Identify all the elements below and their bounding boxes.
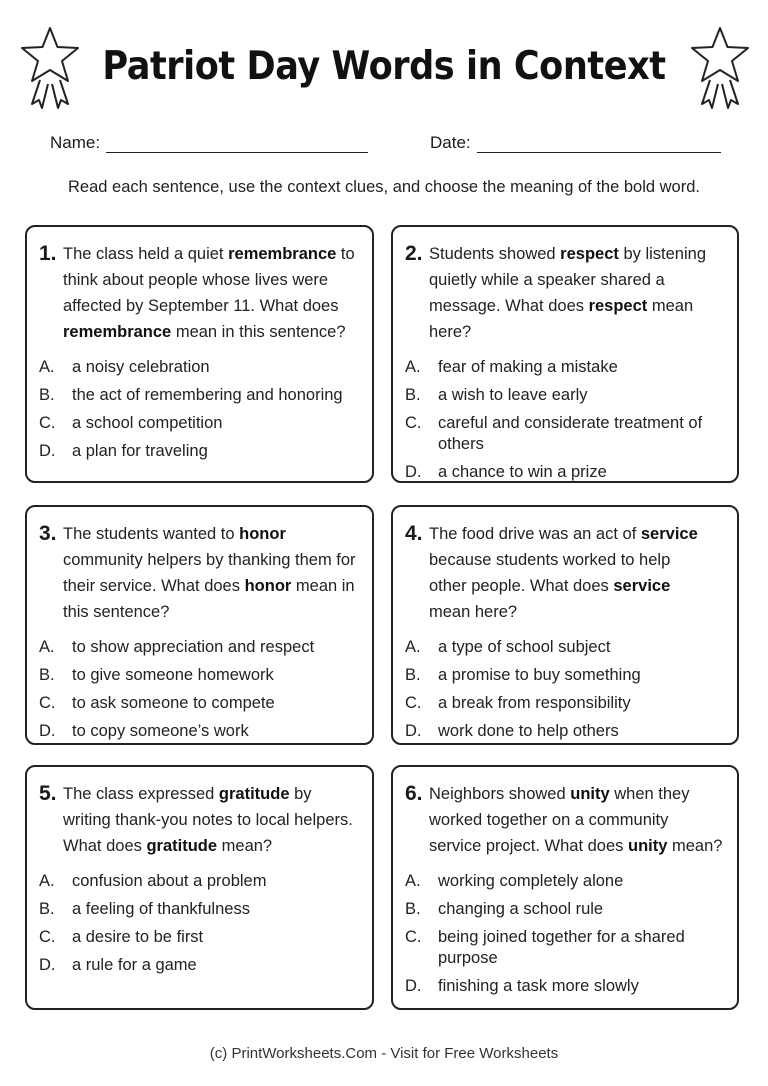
answer-options: [39, 637, 360, 742]
option-letter: C.: [405, 414, 422, 432]
option-letter: A.: [405, 358, 421, 376]
question-card-5: [25, 765, 374, 1010]
vocabulary-word: remembrance: [228, 245, 337, 263]
option-letter: A.: [405, 872, 421, 890]
question-text-part: mean in this sentence?: [63, 577, 355, 621]
vocabulary-word: gratitude: [218, 785, 290, 803]
option-text: a desire to be first: [72, 928, 204, 946]
question-number: 3.: [39, 522, 57, 545]
option-text: a rule for a game: [72, 956, 197, 974]
name-field[interactable]: [50, 133, 368, 153]
vocabulary-word: honor: [244, 577, 292, 595]
answer-options: [405, 357, 725, 483]
answer-option[interactable]: [405, 927, 725, 969]
option-letter: A.: [39, 358, 55, 376]
question-number: 2.: [405, 242, 423, 265]
question-text: [63, 781, 360, 859]
question-text-part: to think about people whose lives were affected by September 11. What does: [63, 245, 355, 315]
answer-option[interactable]: [405, 721, 725, 742]
option-letter: D.: [39, 956, 56, 974]
answer-options: [39, 357, 360, 462]
vocabulary-word: respect: [588, 297, 648, 315]
question-text-part: because students worked to help other people. What does: [429, 551, 671, 595]
option-letter: C.: [405, 694, 422, 712]
option-text: working completely alone: [438, 872, 624, 890]
option-text: a break from responsibility: [438, 694, 631, 712]
option-text: work done to help others: [438, 722, 619, 740]
vocabulary-word: honor: [239, 525, 286, 543]
option-letter: B.: [39, 386, 55, 404]
vocabulary-word: service: [613, 577, 671, 595]
option-text: a chance to win a prize: [438, 463, 607, 481]
question-text-part: Neighbors showed: [429, 785, 571, 803]
question-text: [63, 241, 359, 345]
vocabulary-word: unity: [628, 837, 668, 855]
option-text: careful and considerate treatment of others: [438, 414, 703, 453]
option-text: finishing a task more slowly: [438, 977, 639, 995]
question-header: [405, 521, 725, 625]
option-letter: C.: [39, 414, 56, 432]
answer-options: [405, 871, 725, 997]
instructions: Read each sentence, use the context clues, and choose the meaning of the bold word.: [67, 178, 700, 196]
question-text: [429, 521, 709, 625]
answer-option[interactable]: [39, 871, 360, 892]
option-text: a type of school subject: [438, 638, 611, 656]
question-number: 6.: [405, 782, 423, 805]
option-text: a feeling of thankfulness: [72, 900, 250, 918]
option-letter: D.: [39, 722, 56, 740]
question-text-part: community helpers by thanking them for their service. What does: [63, 551, 356, 595]
question-text-part: Students showed: [429, 245, 561, 263]
answer-option[interactable]: [39, 899, 360, 920]
question-header: [39, 781, 360, 859]
answer-option[interactable]: [39, 441, 360, 462]
option-text: a school competition: [72, 414, 223, 432]
question-text-part: mean?: [217, 837, 273, 855]
answer-options: [39, 871, 360, 976]
answer-option[interactable]: [405, 413, 725, 455]
answer-options: [405, 637, 725, 742]
question-text-part: mean here?: [429, 297, 694, 341]
question-card-4: [391, 505, 739, 745]
answer-option[interactable]: [39, 927, 360, 948]
option-text: being joined together for a shared purpose: [438, 928, 685, 967]
option-text: a plan for traveling: [72, 442, 208, 460]
page-title: Patriot Day Words in Context: [102, 44, 666, 89]
option-letter: C.: [39, 928, 56, 946]
question-header: [39, 241, 360, 345]
question-text-part: mean here?: [429, 603, 518, 621]
question-text-part: by writing thank-you notes to local helpers. What does: [63, 785, 353, 855]
question-text-part: The students wanted to: [63, 525, 240, 543]
option-text: changing a school rule: [438, 900, 604, 918]
option-text: a wish to leave early: [438, 386, 588, 404]
answer-option[interactable]: [405, 899, 725, 920]
option-letter: B.: [405, 666, 421, 684]
question-card-6: [391, 765, 739, 1010]
option-letter: A.: [39, 872, 55, 890]
vocabulary-word: remembrance: [63, 323, 172, 341]
footer: (c) PrintWorksheets.Com - Visit for Free Worksheets: [209, 1045, 559, 1062]
vocabulary-word: unity: [570, 785, 610, 803]
question-text-part: by listening quietly while a speaker shared a message. What does: [429, 245, 707, 315]
option-letter: D.: [405, 977, 422, 995]
option-text: to copy someone’s work: [72, 722, 249, 740]
option-letter: C.: [405, 928, 422, 946]
answer-option[interactable]: [39, 385, 360, 406]
question-text: [429, 241, 725, 345]
question-card-2: [391, 225, 739, 483]
question-text-part: mean?: [667, 837, 723, 855]
option-letter: B.: [39, 666, 55, 684]
option-text: to show appreciation and respect: [72, 638, 315, 656]
answer-option[interactable]: [39, 357, 360, 378]
answer-option[interactable]: [405, 357, 725, 378]
option-letter: B.: [405, 900, 421, 918]
answer-option[interactable]: [39, 637, 360, 658]
answer-option[interactable]: [39, 413, 360, 434]
question-number: 5.: [39, 782, 57, 805]
answer-option[interactable]: [405, 871, 725, 892]
answer-option[interactable]: [39, 693, 360, 714]
name-label: Name:: [50, 133, 101, 152]
option-letter: A.: [405, 638, 421, 656]
answer-option[interactable]: [405, 665, 725, 686]
option-text: a noisy celebration: [72, 358, 210, 376]
question-text-part: when they worked together on a community service project. What does: [429, 785, 690, 855]
option-text: to ask someone to compete: [72, 694, 275, 712]
option-letter: D.: [39, 442, 56, 460]
question-text-part: The class held a quiet: [63, 245, 229, 263]
option-text: to give someone homework: [72, 666, 274, 684]
option-letter: A.: [39, 638, 55, 656]
date-field[interactable]: [430, 133, 721, 153]
option-letter: D.: [405, 463, 422, 481]
answer-option[interactable]: [39, 665, 360, 686]
option-letter: D.: [405, 722, 422, 740]
question-card-1: [25, 225, 374, 483]
question-header: [405, 781, 725, 859]
answer-option[interactable]: [405, 385, 725, 406]
question-text-part: mean in this sentence?: [171, 323, 346, 341]
question-card-3: [25, 505, 374, 745]
vocabulary-word: service: [640, 525, 698, 543]
option-text: fear of making a mistake: [438, 358, 618, 376]
answer-option[interactable]: [405, 637, 725, 658]
question-text: [429, 781, 723, 859]
answer-option[interactable]: [405, 976, 725, 997]
question-header: [405, 241, 725, 345]
question-text-part: The food drive was an act of: [429, 525, 641, 543]
answer-option[interactable]: [39, 955, 360, 976]
question-number: 1.: [39, 242, 57, 265]
vocabulary-word: gratitude: [146, 837, 218, 855]
date-line[interactable]: [477, 135, 721, 153]
question-text-part: The class expressed: [63, 785, 219, 803]
name-line[interactable]: [106, 135, 368, 153]
answer-option[interactable]: [405, 693, 725, 714]
question-text: [63, 521, 360, 625]
option-letter: B.: [39, 900, 55, 918]
answer-option[interactable]: [405, 462, 725, 483]
date-label: Date:: [430, 133, 471, 152]
answer-option[interactable]: [39, 721, 360, 742]
option-letter: C.: [39, 694, 56, 712]
option-text: the act of remembering and honoring: [72, 386, 343, 404]
question-header: [39, 521, 360, 625]
question-number: 4.: [405, 522, 423, 545]
option-text: a promise to buy something: [438, 666, 641, 684]
option-text: confusion about a problem: [72, 872, 267, 890]
vocabulary-word: respect: [560, 245, 619, 263]
option-letter: B.: [405, 386, 421, 404]
